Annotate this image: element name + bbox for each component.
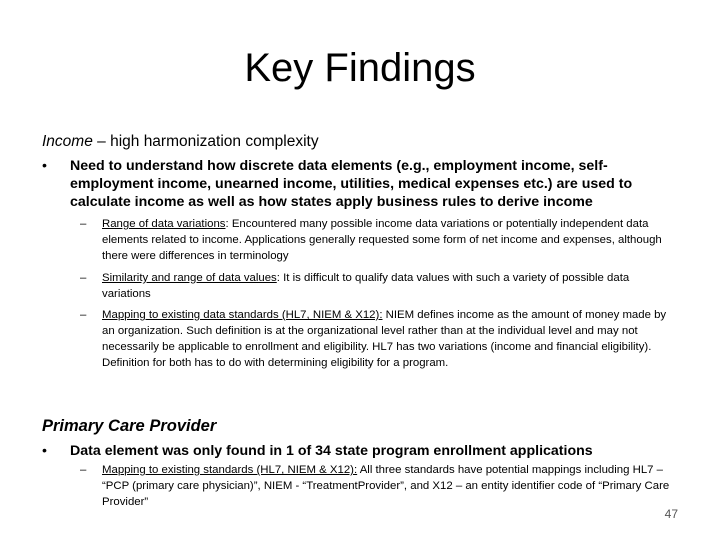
bullet-dot: • [42, 443, 47, 459]
sub-dash: – [80, 272, 87, 284]
sub-dash: – [80, 309, 87, 321]
income-subitem-similarity [80, 270, 676, 304]
subitem-body [102, 270, 676, 302]
income-heading [42, 132, 319, 151]
subitem-lead: Mapping to existing data standards (HL7, NIEM & X12): [102, 309, 383, 321]
subitem-body [102, 462, 676, 510]
subitem-text: : Encountered many possible income data variations or potentially independent data elements related to income. Applications generally requested some form of net income and expenses, although there were differences in terminology [102, 218, 662, 262]
income-heading-label: Income [42, 133, 93, 150]
subitem-lead: Mapping to existing standards (HL7, NIEM & X12): [102, 464, 358, 476]
slide-title: Key Findings [244, 46, 476, 90]
income-heading-rest: – high harmonization complexity [92, 133, 319, 150]
page-number: 47 [664, 507, 678, 521]
subitem-lead: Similarity and range of data values [102, 272, 277, 284]
pcp-bullet [42, 442, 662, 462]
income-bullet [42, 157, 662, 213]
subitem-body [102, 216, 676, 264]
sub-dash: – [80, 218, 87, 230]
pcp-bullet-text: Data element was only found in 1 of 34 state program enrollment applications [70, 443, 593, 459]
subitem-lead: Range of data variations [102, 218, 226, 230]
subitem-text: All three standards have potential mappings including HL7 – “PCP (primary care physician)”, NIEM - “TreatmentProvider”, and X12 – an entity identifier code of “Primary Care Provider” [102, 464, 670, 508]
income-subitem-mapping [80, 307, 676, 389]
subitem-text: NIEM defines income as the amount of money made by an organization. Such definition is at the organizational level rather than at the individual level and may not necessarily be applicable to enrollment and eligibility. HL7 has two variations (income and financial eligibility). Definition for both has to do with determining eligibility for a program. [102, 309, 667, 369]
subitem-body [102, 307, 676, 371]
bullet-dot: • [42, 158, 47, 174]
pcp-subitem-mapping [80, 462, 676, 514]
income-bullet-text: Need to understand how discrete data elements (e.g., employment income, self-employment income, unearned income, utilities, medical expenses etc.) are used to calculate income as well as how states apply business rules to derive income [70, 158, 633, 210]
pcp-heading: Primary Care Provider [42, 417, 217, 435]
subitem-text: : It is difficult to qualify data values with such a variety of possible data variations [102, 272, 630, 300]
sub-dash: – [80, 464, 87, 476]
